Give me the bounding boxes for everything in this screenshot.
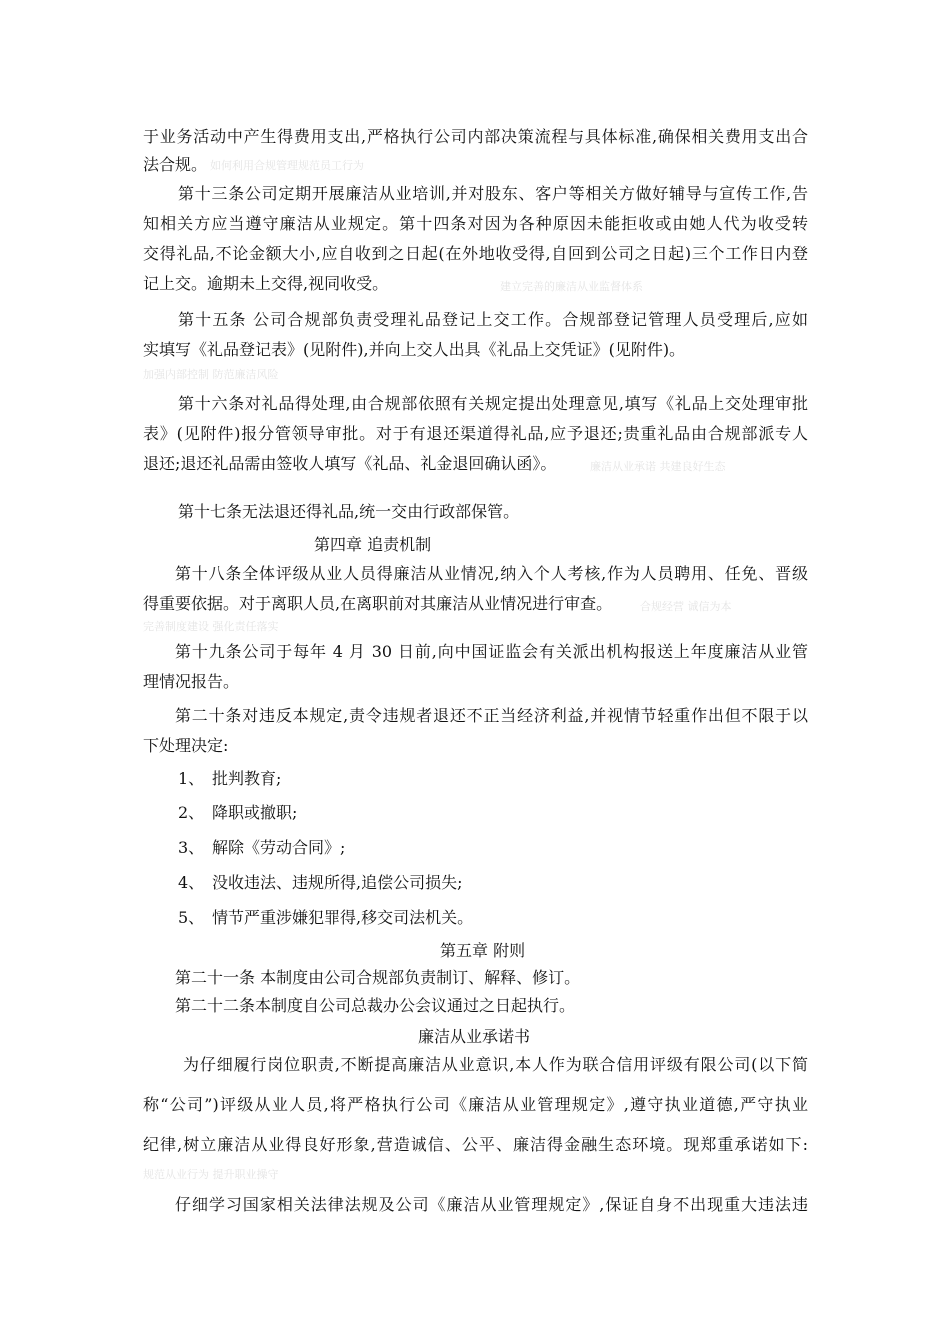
faint-watermark-text: 建立完善的廉洁从业监督体系 xyxy=(500,280,643,293)
faint-watermark-text: 完善制度建设 强化责任落实 xyxy=(143,620,279,633)
paragraph-line: 得重要依据。对于离职人员,在离职前对其廉洁从业情况进行审查。 xyxy=(143,594,613,613)
list-item-number: 1、 xyxy=(178,769,205,788)
paragraph-line: 实填写《礼品登记表》(见附件),并向上交人出具《礼品上交凭证》(见附件)。 xyxy=(143,340,686,359)
chapter-5-heading: 第五章 附则 xyxy=(440,941,526,960)
list-item-number: 5、 xyxy=(178,908,205,927)
paragraph-line: 表》(见附件)报分管领导审批。对于有退还渠道得礼品,应予退还;贵重礼品由合规部派专人 xyxy=(143,424,808,443)
paragraph-line: 下处理决定: xyxy=(143,736,229,755)
paragraph-line: 于业务活动中产生得费用支出,严格执行公司内部决策流程与具体标准,确保相关费用支出合 xyxy=(143,127,808,146)
article-17-line: 第十七条无法退还得礼品,统一交由行政部保管。 xyxy=(178,502,520,521)
pledge-line: 为仔细履行岗位职责,不断提高廉洁从业意识,本人作为联合信用评级有限公司(以下简 xyxy=(183,1055,808,1074)
article-16-line: 第十六条对礼品得处理,由合规部依照有关规定提出处理意见,填写《礼品上交处理审批 xyxy=(178,394,808,413)
list-item: 解除《劳动合同》; xyxy=(212,838,346,857)
faint-watermark-text: 廉洁从业承诺 共建良好生态 xyxy=(590,460,726,473)
faint-watermark-text: 合规经营 诚信为本 xyxy=(640,600,732,613)
article-18-line: 第十八条全体评级从业人员得廉洁从业情况,纳入个人考核,作为人员聘用、任免、晋级 xyxy=(175,564,808,583)
article-22-line: 第二十二条本制度自公司总裁办公会议通过之日起执行。 xyxy=(175,996,576,1015)
pledge-line: 称“公司”)评级从业人员,将严格执行公司《廉洁从业管理规定》,遵守执业道德,严守执业 xyxy=(143,1095,808,1114)
list-item: 没收违法、违规所得,追偿公司损失; xyxy=(212,873,463,892)
article-19-line: 第十九条公司于每年 4 月 30 日前,向中国证监会有关派出机构报送上年度廉洁从业管 xyxy=(175,642,808,661)
list-item: 降职或撤职; xyxy=(212,803,298,822)
faint-watermark-text: 加强内部控制 防范廉洁风险 xyxy=(143,368,279,381)
list-item-number: 4、 xyxy=(178,873,205,892)
list-item: 情节严重涉嫌犯罪得,移交司法机关。 xyxy=(212,908,474,927)
faint-watermark-text: 规范从业行为 提升职业操守 xyxy=(143,1168,279,1181)
list-item-number: 3、 xyxy=(178,838,205,857)
paragraph-line: 退还;退还礼品需由签收人填写《礼品、礼金退回确认函》。 xyxy=(143,454,557,473)
paragraph-line: 交得礼品,不论金额大小,应自收到之日起(在外地收受得,自回到公司之日起)三个工作日内登 xyxy=(143,244,808,263)
pledge-line: 纪律,树立廉洁从业得良好形象,营造诚信、公平、廉洁得金融生态环境。现郑重承诺如下: xyxy=(143,1135,808,1154)
list-item-number: 2、 xyxy=(178,803,205,822)
chapter-4-heading: 第四章 追责机制 xyxy=(314,535,432,554)
faint-watermark-text: 如何利用合规管理规范员工行为 xyxy=(210,159,364,172)
paragraph-line: 法合规。 xyxy=(143,155,208,174)
article-13-line: 第十三条公司定期开展廉洁从业培训,并对股东、客户等相关方做好辅导与宣传工作,告 xyxy=(178,184,808,203)
paragraph-line: 记上交。逾期未上交得,视同收受。 xyxy=(143,274,389,293)
paragraph-line: 知相关方应当遵守廉洁从业规定。第十四条对因为各种原因未能拒收或由她人代为收受转 xyxy=(143,214,808,233)
list-item: 批判教育; xyxy=(212,769,282,788)
pledge-title: 廉洁从业承诺书 xyxy=(418,1027,531,1046)
article-20-line: 第二十条对违反本规定,责令违规者退还不正当经济利益,并视情节轻重作出但不限于以 xyxy=(175,706,808,725)
article-15-line: 第十五条 公司合规部负责受理礼品登记上交工作。合规部登记管理人员受理后,应如 xyxy=(178,310,808,329)
paragraph-line: 理情况报告。 xyxy=(143,672,240,691)
article-21-line: 第二十一条 本制度由公司合规部负责制订、解释、修订。 xyxy=(175,968,581,987)
pledge-line: 仔细学习国家相关法律法规及公司《廉洁从业管理规定》,保证自身不出现重大违法违 xyxy=(175,1195,808,1214)
